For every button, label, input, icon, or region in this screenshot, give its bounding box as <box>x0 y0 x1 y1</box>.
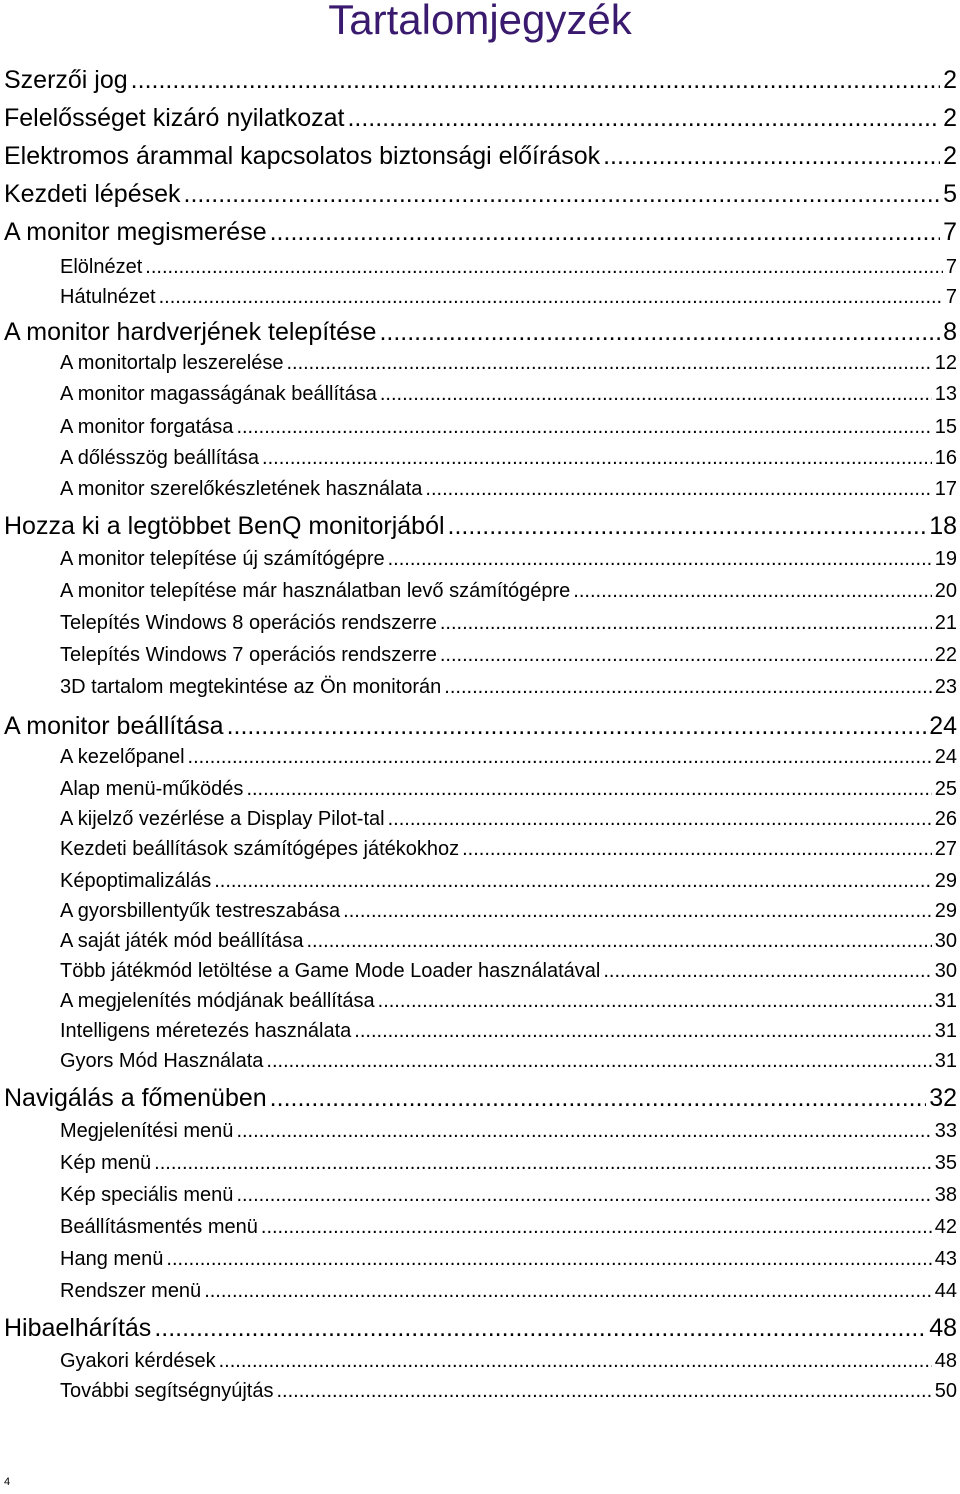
page-number: 4 <box>4 1476 11 1488</box>
toc-entry-page: 2 <box>943 66 957 94</box>
toc-dot-leader <box>440 612 932 635</box>
toc-dot-leader <box>379 318 940 347</box>
toc-entry-label: A monitor beállítása <box>4 712 224 740</box>
toc-entry[interactable] <box>60 808 957 831</box>
toc-dot-leader <box>343 900 932 923</box>
toc-entry-page: 17 <box>934 478 957 500</box>
toc-dot-leader <box>388 808 932 831</box>
toc-entry[interactable] <box>60 1152 957 1175</box>
toc-dot-leader <box>388 548 932 571</box>
toc-entry-label: Telepítés Windows 8 operációs rendszerre <box>60 612 437 634</box>
toc-entry-label: Kezdeti lépések <box>4 180 181 208</box>
toc-dot-leader <box>227 712 927 741</box>
toc-entry[interactable] <box>60 990 957 1013</box>
toc-dot-leader <box>131 66 940 95</box>
toc-entry-page: 8 <box>943 318 957 346</box>
toc-entry[interactable] <box>60 1280 957 1303</box>
toc-entry-label: Kép menü <box>60 1152 152 1174</box>
toc-entry-page: 2 <box>943 104 957 132</box>
toc-entry-label: A monitor szerelőkészletének használata <box>60 478 423 500</box>
toc-entry-page: 38 <box>934 1184 957 1206</box>
toc-entry[interactable] <box>4 104 957 133</box>
toc-entry-label: A monitor megismerése <box>4 218 267 246</box>
toc-entry-label: Kép speciális menü <box>60 1184 234 1206</box>
toc-entry-label: A kezelőpanel <box>60 746 185 768</box>
toc-entry-label: Felelősséget kizáró nyilatkozat <box>4 104 345 132</box>
toc-entry-label: Elölnézet <box>60 256 143 278</box>
toc-entry-page: 26 <box>934 808 957 830</box>
toc-entry-page: 42 <box>934 1216 957 1238</box>
toc-entry[interactable] <box>4 180 957 209</box>
toc-entry-label: Több játékmód letöltése a Game Mode Loader használatával <box>60 960 601 982</box>
toc-dot-leader <box>603 142 940 171</box>
toc-entry-page: 48 <box>929 1314 957 1342</box>
toc-entry-page: 48 <box>934 1350 957 1372</box>
toc-entry-page: 12 <box>934 352 957 374</box>
page-title: Tartalomjegyzék <box>328 0 632 43</box>
toc-entry-label: A gyorsbillentyűk testreszabása <box>60 900 341 922</box>
toc-dot-leader <box>306 930 931 953</box>
toc-dot-leader <box>603 960 931 983</box>
toc-entry-label: A monitor forgatása <box>60 416 234 438</box>
toc-entry-label: Hibaelhárítás <box>4 1314 152 1342</box>
toc-dot-leader <box>270 218 940 247</box>
toc-dot-leader <box>246 778 931 801</box>
toc-entry[interactable] <box>60 1120 957 1143</box>
toc-entry-label: Megjelenítési menü <box>60 1120 234 1142</box>
toc-entry-page: 19 <box>934 548 957 570</box>
toc-entry[interactable] <box>60 746 957 769</box>
toc-entry[interactable] <box>60 447 957 470</box>
toc-entry-page: 20 <box>934 580 957 602</box>
toc-entry-page: 29 <box>934 900 957 922</box>
toc-entry-page: 30 <box>934 930 957 952</box>
toc-entry-label: További segítségnyújtás <box>60 1380 274 1402</box>
toc-dot-leader <box>380 383 932 406</box>
toc-entry-label: Telepítés Windows 7 operációs rendszerre <box>60 644 437 666</box>
toc-entry[interactable] <box>60 778 957 801</box>
toc-entry-label: A dőlésszög beállítása <box>60 447 260 469</box>
toc-entry[interactable] <box>60 1050 957 1073</box>
toc-entry-page: 7 <box>945 256 957 278</box>
toc-entry[interactable] <box>60 256 957 279</box>
toc-entry-label: Szerzői jog <box>4 66 128 94</box>
toc-entry-page: 22 <box>934 644 957 666</box>
toc-entry-page: 31 <box>934 1020 957 1042</box>
toc-dot-leader <box>184 180 941 209</box>
toc-entry-label: Alap menü-működés <box>60 778 244 800</box>
toc-dot-leader <box>145 256 943 279</box>
toc-dot-leader <box>219 1350 932 1373</box>
toc-dot-leader <box>266 1050 931 1073</box>
toc-dot-leader <box>444 676 931 699</box>
toc-entry-label: Rendszer menü <box>60 1280 202 1302</box>
toc-dot-leader <box>204 1280 932 1303</box>
toc-dot-leader <box>425 478 931 501</box>
toc-entry[interactable] <box>60 383 957 406</box>
toc-entry-label: A monitor hardverjének telepítése <box>4 318 377 346</box>
toc-entry-label: A monitor telepítése már használatban levő számítógépre <box>60 580 571 602</box>
toc-entry-page: 33 <box>934 1120 957 1142</box>
toc-entry[interactable] <box>4 66 957 95</box>
toc-entry[interactable] <box>60 900 957 923</box>
toc-entry-label: Hátulnézet <box>60 286 156 308</box>
toc-entry-label: Intelligens méretezés használata <box>60 1020 352 1042</box>
toc-dot-leader <box>286 352 931 375</box>
toc-entry[interactable] <box>4 1314 957 1343</box>
toc-dot-leader <box>236 1120 931 1143</box>
toc-entry-label: Képoptimalizálás <box>60 870 212 892</box>
toc-dot-leader <box>378 990 932 1013</box>
toc-entry-page: 44 <box>934 1280 957 1302</box>
toc-entry-page: 18 <box>929 512 957 540</box>
toc-entry-page: 27 <box>934 838 957 860</box>
toc-entry[interactable] <box>60 1216 957 1239</box>
toc-entry-page: 50 <box>934 1380 957 1402</box>
toc-entry-page: 7 <box>943 218 957 246</box>
toc-entry-page: 13 <box>934 383 957 405</box>
toc-entry[interactable] <box>60 1020 957 1043</box>
toc-entry-page: 16 <box>934 447 957 469</box>
toc-dot-leader <box>262 447 932 470</box>
toc-entry-page: 25 <box>934 778 957 800</box>
toc-entry-page: 29 <box>934 870 957 892</box>
toc-entry[interactable] <box>60 1380 957 1403</box>
toc-entry-label: A megjelenítés módjának beállítása <box>60 990 375 1012</box>
toc-dot-leader <box>462 838 932 861</box>
toc-dot-leader <box>261 1216 932 1239</box>
toc-dot-leader <box>154 1314 926 1343</box>
toc-entry[interactable] <box>60 352 957 375</box>
toc-entry[interactable] <box>4 318 957 347</box>
toc-dot-leader <box>236 416 931 439</box>
toc-dot-leader <box>236 1184 931 1207</box>
toc-entry-label: Hozza ki a legtöbbet BenQ monitorjából <box>4 512 445 540</box>
toc-entry[interactable] <box>4 1084 957 1113</box>
toc-dot-leader <box>214 870 932 893</box>
toc-entry[interactable] <box>4 512 957 541</box>
toc-entry-label: A monitor magasságának beállítása <box>60 383 377 405</box>
toc-entry-page: 7 <box>945 286 957 308</box>
toc-entry[interactable] <box>4 218 957 247</box>
toc-entry-label: Beállításmentés menü <box>60 1216 258 1238</box>
toc-entry[interactable] <box>60 1248 957 1271</box>
toc-entry-label: Gyakori kérdések <box>60 1350 216 1372</box>
toc-entry-label: A saját játék mód beállítása <box>60 930 304 952</box>
toc-entry[interactable] <box>60 612 957 635</box>
toc-entry[interactable] <box>60 960 957 983</box>
toc-entry-label: Hang menü <box>60 1248 164 1270</box>
toc-dot-leader <box>154 1152 932 1175</box>
toc-entry-page: 15 <box>934 416 957 438</box>
toc-entry[interactable] <box>60 838 957 861</box>
toc-entry[interactable] <box>60 580 957 603</box>
toc-entry[interactable] <box>60 870 957 893</box>
toc-entry[interactable] <box>60 416 957 439</box>
toc-entry-label: Navigálás a főmenüben <box>4 1084 267 1112</box>
toc-dot-leader <box>573 580 931 603</box>
toc-entry-label: Kezdeti beállítások számítógépes játékokhoz <box>60 838 460 860</box>
toc-entry-page: 2 <box>943 142 957 170</box>
toc-entry[interactable] <box>60 548 957 571</box>
toc-entry[interactable] <box>60 676 957 699</box>
toc-entry-page: 31 <box>934 990 957 1012</box>
toc-entry-label: Gyors Mód Használata <box>60 1050 264 1072</box>
toc-entry[interactable] <box>4 712 957 741</box>
toc-entry-page: 5 <box>943 180 957 208</box>
toc-dot-leader <box>166 1248 931 1271</box>
toc-dot-leader <box>188 746 932 769</box>
toc-entry[interactable] <box>60 286 957 309</box>
toc-entry-label: A monitortalp leszerelése <box>60 352 284 374</box>
toc-entry-label: Elektromos árammal kapcsolatos biztonsági előírások <box>4 142 601 170</box>
toc-entry-page: 43 <box>934 1248 957 1270</box>
toc-entry-label: 3D tartalom megtekintése az Ön monitorán <box>60 676 442 698</box>
toc-entry[interactable] <box>60 478 957 501</box>
toc-dot-leader <box>354 1020 931 1043</box>
toc-entry[interactable] <box>4 142 957 171</box>
toc-dot-leader <box>440 644 932 667</box>
toc-entry[interactable] <box>60 930 957 953</box>
toc-entry-page: 32 <box>929 1084 957 1112</box>
toc-entry[interactable] <box>60 1350 957 1373</box>
toc-dot-leader <box>347 104 940 133</box>
toc-dot-leader <box>448 512 927 541</box>
toc-entry-page: 35 <box>934 1152 957 1174</box>
toc-entry-page: 21 <box>934 612 957 634</box>
toc-entry[interactable] <box>60 644 957 667</box>
toc-entry-page: 24 <box>934 746 957 768</box>
toc-entry-page: 30 <box>934 960 957 982</box>
toc-dot-leader <box>159 286 943 309</box>
toc-dot-leader <box>276 1380 931 1403</box>
toc-entry-label: A kijelző vezérlése a Display Pilot-tal <box>60 808 385 830</box>
toc-entry-page: 23 <box>934 676 957 698</box>
toc-entry-page: 24 <box>929 712 957 740</box>
toc-entry[interactable] <box>60 1184 957 1207</box>
toc-dot-leader <box>270 1084 927 1113</box>
toc-entry-page: 31 <box>934 1050 957 1072</box>
toc-entry-label: A monitor telepítése új számítógépre <box>60 548 385 570</box>
